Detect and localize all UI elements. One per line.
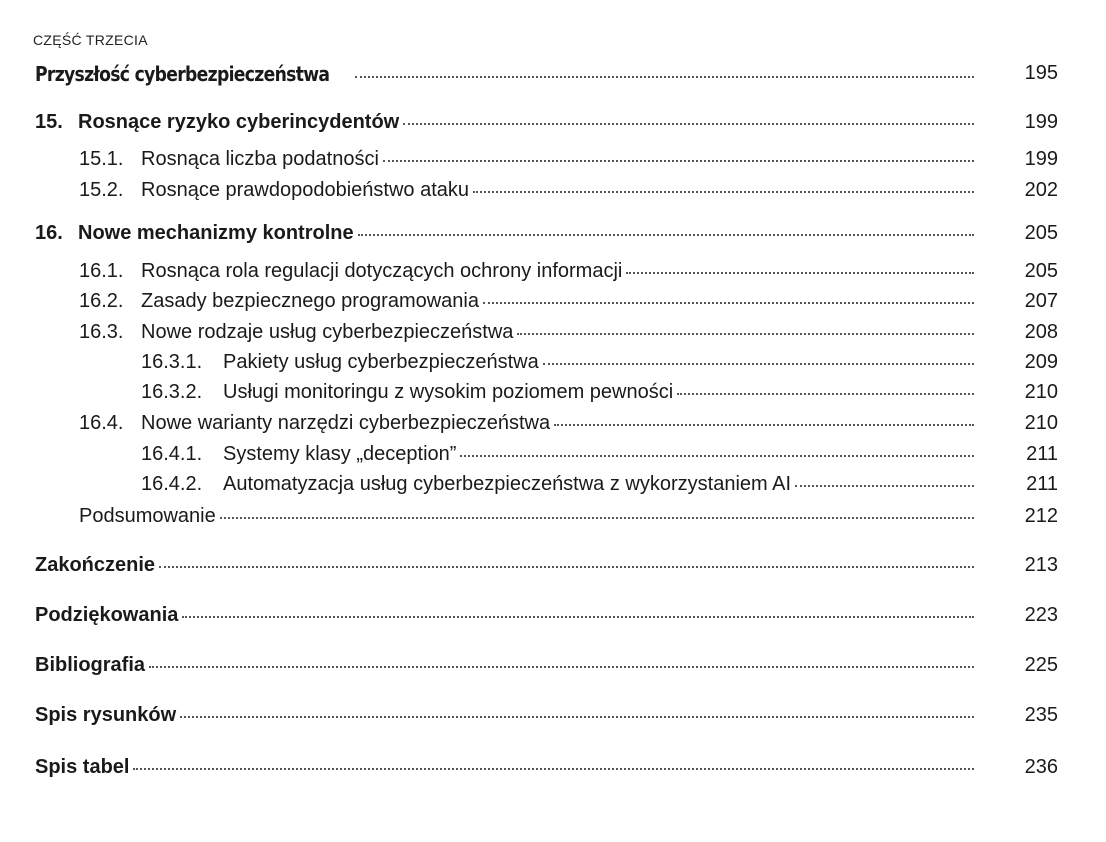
toc-entry-page: 235 xyxy=(1024,704,1058,726)
toc-entry-title: Spis rysunków xyxy=(35,704,177,726)
toc-entry-title: Usługi monitoringu z wysokim poziomem pewności xyxy=(223,381,674,403)
toc-entry-page: 199 xyxy=(1024,148,1058,170)
toc-entry-page: 205 xyxy=(1024,260,1058,282)
toc-entry-number: 16.3.2. xyxy=(141,381,203,403)
toc-entry xyxy=(0,554,1106,582)
toc-entry-page: 195 xyxy=(1024,62,1058,84)
toc-entry xyxy=(0,351,1106,379)
dot-leader xyxy=(517,332,974,335)
toc-entry-title: Rosnące prawdopodobieństwo ataku xyxy=(141,179,469,201)
toc-entry xyxy=(0,62,1106,90)
dot-leader xyxy=(358,233,974,236)
toc-entry-page: 213 xyxy=(1024,554,1058,576)
toc-entry-title: Rosnąca liczba podatności xyxy=(141,148,379,170)
toc-entry-title: Rosnące ryzyko cyberincydentów xyxy=(78,111,400,133)
dot-leader xyxy=(149,665,974,668)
toc-entry xyxy=(0,443,1106,471)
dot-leader xyxy=(383,159,974,162)
toc-entry-page: 225 xyxy=(1024,654,1058,676)
toc-entry xyxy=(0,473,1106,501)
toc-entry xyxy=(0,704,1106,732)
toc-entry xyxy=(0,148,1106,176)
toc-entry-page: 199 xyxy=(1024,111,1058,133)
toc-entry-number: 16.4. xyxy=(79,412,124,434)
toc-entry xyxy=(0,290,1106,318)
toc-entry-title: Rosnąca rola regulacji dotyczących ochrony informacji xyxy=(141,260,623,282)
dot-leader xyxy=(543,362,974,365)
toc-entry-number: 15.2. xyxy=(79,179,124,201)
toc-entry-number: 16.1. xyxy=(79,260,124,282)
toc-entry-title: Zakończenie xyxy=(35,554,156,576)
toc-entry-number: 16.3.1. xyxy=(141,351,203,373)
toc-entry-number: 15.1. xyxy=(79,148,124,170)
toc-entry-page: 210 xyxy=(1024,381,1058,403)
toc-entry-page: 211 xyxy=(1026,443,1058,465)
toc-entry xyxy=(0,222,1106,250)
dot-leader xyxy=(182,615,974,618)
toc-entry-page: 205 xyxy=(1024,222,1058,244)
toc-entry-number: 16.4.2. xyxy=(141,473,203,495)
toc-entry xyxy=(0,179,1106,207)
toc-entry xyxy=(0,604,1106,632)
toc-entry-page: 208 xyxy=(1024,321,1058,343)
toc-entry-number: 15. xyxy=(35,111,63,133)
dot-leader xyxy=(677,392,974,395)
dot-leader xyxy=(473,190,974,193)
toc-entry xyxy=(0,756,1106,784)
dot-leader xyxy=(355,75,974,78)
dot-leader xyxy=(460,454,974,457)
part-label: CZĘŚĆ TRZECIA xyxy=(33,32,148,48)
toc-entry-title: Bibliografia xyxy=(35,654,146,676)
toc-entry-page: 210 xyxy=(1024,412,1058,434)
dot-leader xyxy=(403,122,974,125)
toc-entry-page: 211 xyxy=(1026,473,1058,495)
toc-entry-page: 209 xyxy=(1024,351,1058,373)
toc-entry-page: 202 xyxy=(1024,179,1058,201)
toc-entry-title: Automatyzacja usług cyberbezpieczeństwa z wykorzystaniem AI xyxy=(223,473,792,495)
toc-entry-page: 223 xyxy=(1024,604,1058,626)
toc-entry-title: Nowe rodzaje usług cyberbezpieczeństwa xyxy=(141,321,514,343)
toc-entry-title: Przyszłość cyberbezpieczeństwa xyxy=(35,62,330,86)
dot-leader xyxy=(554,423,974,426)
toc-entry-title: Spis tabel xyxy=(35,756,130,778)
dot-leader xyxy=(220,516,974,519)
toc-entry-number: 16.2. xyxy=(79,290,124,312)
dot-leader xyxy=(133,767,974,770)
toc-entry-number: 16.4.1. xyxy=(141,443,203,465)
toc-entry xyxy=(0,321,1106,349)
toc-entry-title: Pakiety usług cyberbezpieczeństwa xyxy=(223,351,539,373)
toc-entry-page: 212 xyxy=(1024,505,1058,527)
toc-entry-page: 207 xyxy=(1024,290,1058,312)
dot-leader xyxy=(626,271,974,274)
toc-entry-title: Podsumowanie xyxy=(79,505,216,527)
toc-entry xyxy=(0,654,1106,682)
dot-leader xyxy=(180,715,974,718)
toc-entry-title: Podziękowania xyxy=(35,604,179,626)
dot-leader xyxy=(159,565,974,568)
toc-entry-number: 16.3. xyxy=(79,321,124,343)
toc-entry xyxy=(0,381,1106,409)
toc-entry-title: Systemy klasy „deception” xyxy=(223,443,457,465)
toc-entry xyxy=(0,505,1106,533)
toc-entry-page: 236 xyxy=(1024,756,1058,778)
toc-entry xyxy=(0,260,1106,288)
dot-leader xyxy=(795,484,974,487)
toc-entry-title: Zasady bezpiecznego programowania xyxy=(141,290,479,312)
toc-entry xyxy=(0,111,1106,139)
dot-leader xyxy=(483,301,974,304)
toc-entry-title: Nowe warianty narzędzi cyberbezpieczeństwa xyxy=(141,412,551,434)
toc-entry-title: Nowe mechanizmy kontrolne xyxy=(78,222,354,244)
toc-entry xyxy=(0,412,1106,440)
toc-entry-number: 16. xyxy=(35,222,63,244)
